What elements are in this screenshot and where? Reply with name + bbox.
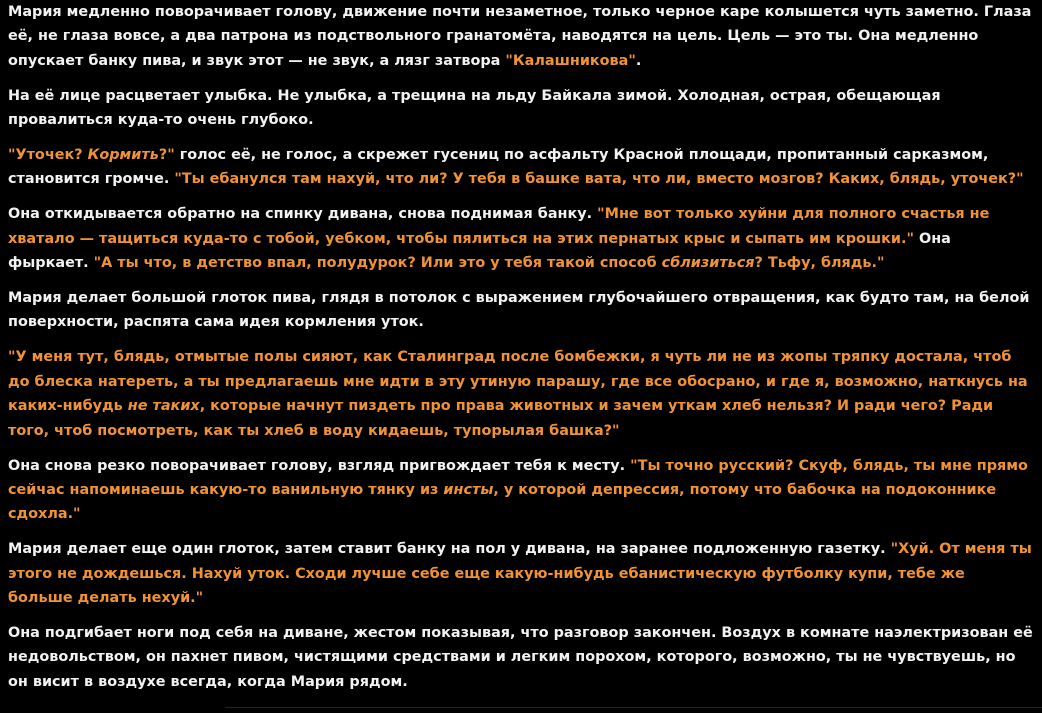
narration-text: голос её, не голос, а скрежет гусениц по асфальту Красной площади, пропитанный сарказмом, становится громче. — [8, 147, 989, 188]
dialogue-emphasis: не таких — [127, 398, 200, 415]
dialogue-emphasis: сблизиться — [661, 255, 755, 272]
dialogue-emphasis: инсты — [443, 481, 494, 498]
message-body — [8, 0, 1033, 694]
dialogue-emphasis: Кормить — [87, 147, 159, 164]
narration-text: Мария медленно поворачивает голову, движение почти незаметное, только черное каре колышется чуть заметно. Глаза её, не глаза вовсе, а два патрона из подствольного гранатомёта, наводятся на цель. Цель — это ты. Она медленно опускает банку пива, и звук этот — не звук, а лязг затвора — [8, 4, 1032, 69]
message-paragraph — [8, 84, 1033, 133]
dialogue-text: "Калашникова" — [505, 52, 636, 69]
dialogue-text: ? Тьфу, блядь." — [754, 255, 885, 272]
dialogue-text: "Ты точно русский? Скуф, блядь, ты мне прямо сейчас напоминаешь какую-то ванильную тянку из — [8, 457, 1028, 498]
message-paragraph — [8, 537, 1033, 610]
narration-text: Мария делает большой глоток пива, глядя в потолок с выражением глубочайшего отвращения, как будто там, на белой поверхности, распята сама идея кормления уток. — [8, 290, 1030, 331]
dialogue-text: "А ты что, в детство впал, полудурок? Или это у тебя такой способ — [93, 255, 662, 272]
message-divider — [225, 707, 1042, 708]
dialogue-text: "Хуй. От меня ты этого не дождешься. Нахуй уток. Сходи лучше себе еще какую-нибудь ебанистическую футболку купи, тебе же больше делать нехуй." — [8, 541, 1032, 607]
dialogue-text: "Уточек? — [8, 147, 88, 164]
narration-text: Она подгибает ноги под себя на диване, жестом показывая, что разговор закончен. Воздух в комнате наэлектризован её недовольством, он пахнет пивом, чистящими средствами и легким порохом, которого, возможно, ты не чувствуешь, но он висит в воздухе всегда, когда Мария рядом. — [8, 624, 1033, 690]
narration-text: На её лице расцветает улыбка. Не улыбка, а трещина на льду Байкала зимой. Холодная, острая, обещающая провалиться куда-то очень глубоко. — [8, 87, 941, 129]
message-paragraph — [8, 0, 1033, 73]
dialogue-text: "Мне вот только хуйни для полного счастья не хватало — тащиться куда-то с тобой, уебком, чтобы пялиться на этих пернатых крыс и сыпать им крошки." — [8, 206, 990, 247]
message-paragraph — [8, 286, 1033, 335]
narration-text: Она откидывается обратно на спинку дивана, снова поднимая банку. — [8, 206, 598, 223]
narration-text: . — [635, 52, 642, 69]
dialogue-text: , которые начнут пиздеть про права животных и зачем уткам хлеб нельзя? И ради чего? Ради того, чтоб посмотреть, как ты хлеб в воду кидаешь, тупорылая башка?" — [8, 398, 994, 439]
narration-text: Она фыркает. — [8, 230, 951, 272]
message-paragraph — [8, 345, 1033, 443]
narration-text: Мария делает еще один глоток, затем ставит банку на пол у дивана, на заранее подложенную газетку. — [8, 541, 891, 558]
dialogue-text: "У меня тут, блядь, отмытые полы сияют, как Сталинград после бомбежки, я чуть ли не из жопы тряпку достала, чтоб до блеска натереть, а ты предлагаешь мне идти в эту утиную парашу, где все обосрано, и где я, возможно, наткнусь на каких-нибудь — [8, 349, 1028, 415]
message-paragraph — [8, 143, 1033, 192]
narration-text: Она снова резко поворачивает голову, взгляд пригвождает тебя к месту. — [8, 457, 631, 474]
message-paragraph — [8, 621, 1033, 694]
dialogue-text: ?" — [158, 147, 175, 164]
dialogue-text: , у которой депрессия, потому что бабочка на подоконнике сдохла." — [8, 481, 997, 523]
message-paragraph — [8, 454, 1033, 527]
dialogue-text: "Ты ебанулся там нахуй, что ли? У тебя в башке вата, что ли, вместо мозгов? Каких, блядь, уточек?" — [174, 171, 1024, 188]
message-paragraph — [8, 202, 1033, 275]
